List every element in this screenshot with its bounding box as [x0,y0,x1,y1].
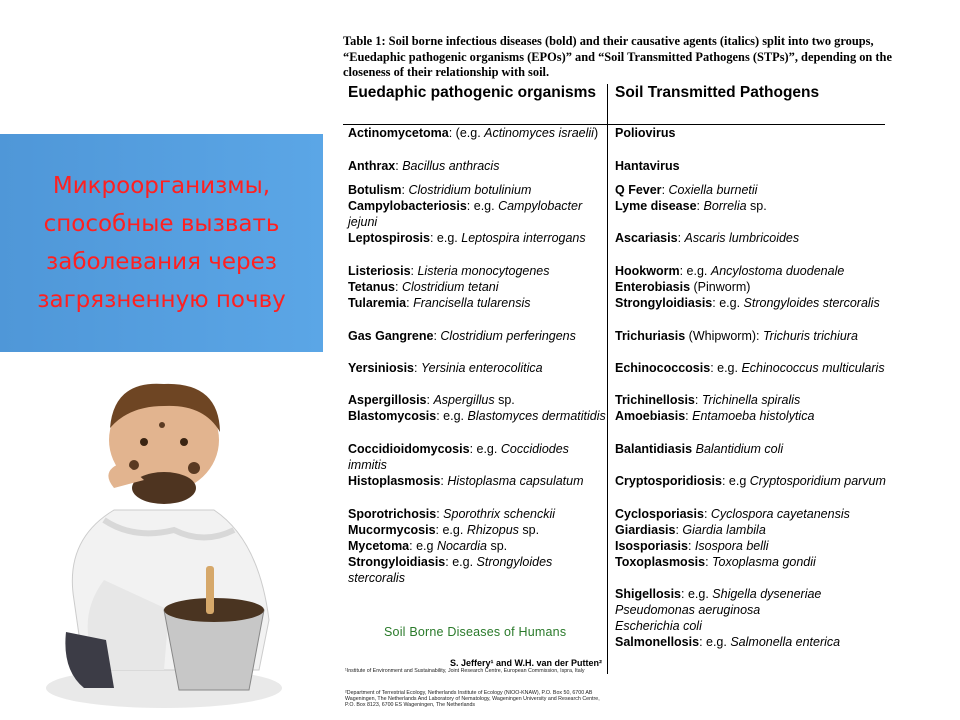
disease-name: Yersiniosis [348,361,415,375]
agent-name: Actinomyces israelii [484,126,594,140]
agent-name: Entamoeba histolytica [692,409,815,423]
separator: : [406,296,414,310]
right-row [615,125,887,141]
agent-name: Trichuris trichiura [762,329,858,343]
right-row [615,328,887,344]
separator: : e.g. [429,231,462,245]
agent-name: Cryptosporidium parvum [749,474,886,488]
disease-name: Anthrax [348,159,396,173]
agent-name: Clostridium perferingens [440,329,576,343]
column-header-soil-transmitted: Soil Transmitted Pathogens [615,84,820,101]
separator: : [395,280,402,294]
disease-name: Tularemia [348,296,407,310]
right-row [615,263,887,279]
agent-name: Giardia lambila [682,523,766,537]
disease-name: Gas Gangrene [348,329,434,343]
disease-name: Leptospirosis [348,231,430,245]
source-title: Soil Borne Diseases of Humans [384,625,567,639]
disease-name: Poliovirus [615,126,676,140]
agent-name: Leptospira interrogans [461,231,586,245]
agent-name: Listeria monocytogenes [417,264,550,278]
source-authors: S. Jeffery¹ and W.H. van der Putten² [450,658,603,668]
left-row [348,554,606,586]
separator: : e.g. [681,587,713,601]
disease-name: Salmonellosis [615,635,700,649]
left-row [348,295,606,311]
agent-name: Shigella dyseneriae [712,587,822,601]
separator: : [675,523,683,537]
disease-name: Giardiasis [615,523,676,537]
child-eating-soil-photo [44,370,304,710]
disease-name: Strongyloidiasis [615,296,713,310]
agent-name: Campylobacter jejuni [348,199,583,229]
left-row [348,198,606,230]
disease-name: Sporotrichosis [348,507,437,521]
disease-name: Shigellosis [615,587,681,601]
disease-name: Trichinellosis [615,393,695,407]
disease-name: Echinococcosis [615,361,711,375]
left-row [348,279,606,295]
separator: : [440,474,448,488]
agent-suffix: sp. [518,523,540,537]
left-row [348,182,606,198]
separator: : e.g [409,539,437,553]
left-row [348,125,606,141]
disease-name: Trichuriasis [615,329,686,343]
left-row [348,230,606,246]
left-row [348,263,606,279]
separator: : [395,159,403,173]
agent-name: Cyclospora cayetanensis [710,507,850,521]
right-row [615,198,887,214]
left-row [348,408,606,424]
disease-name: Balantidiasis [615,442,693,456]
agent-name: Isospora belli [694,539,769,553]
disease-name: Tetanus [348,280,395,294]
agent-name: Francisella tularensis [413,296,531,310]
right-row [615,408,887,424]
separator: : e.g. [712,296,744,310]
disease-name: Enterobiasis [615,280,691,294]
disease-name: Amoebiasis [615,409,686,423]
disease-name: Actinomycetoma [348,126,449,140]
agent-suffix: ) [593,126,599,140]
separator: : [436,507,444,521]
disease-name: Blastomycosis [348,409,437,423]
column-header-euedaphic: Euedaphic pathogenic organisms [348,84,597,101]
separator: : [685,409,693,423]
separator: : e.g. [679,264,711,278]
right-row [615,360,887,376]
left-row [348,441,606,473]
left-row [348,328,606,344]
separator: : [696,199,704,213]
agent-name: Sporothrix schenckii [443,507,556,521]
left-row [348,522,606,538]
agent-name: Pseudomonas aeruginosa [615,603,761,617]
column-divider [607,84,608,674]
agent-name: Trichinella spiralis [701,393,801,407]
separator: : e.g. [445,555,477,569]
agent-name: Ancylostoma duodenale [710,264,845,278]
right-row [615,392,887,408]
agent-name: Balantidium coli [695,442,784,456]
slide-heading: Микроорганизмы, способные вызвать заболевания через загрязненную почву [37,173,286,313]
disease-name: Hookworm [615,264,680,278]
separator: : [694,393,702,407]
agent-name: Histoplasma capsulatum [447,474,584,488]
right-row [615,618,887,634]
source-affiliation-2: ²Department of Terrestrial Ecology, Netherlands Institute of Ecology (NIOO-KNAW), P.O. Box 50, 6700 AB Wageningen, The Netherlands And Laboratory of Nematology, Wageningen University and Research Centre, P.O. Box 8123, 6700 ES Wageningen, The Netherlands [345,690,600,709]
agent-name: Coxiella burnetii [668,183,758,197]
agent-name: Rhizopus [466,523,519,537]
agent-name: Escherichia coli [615,619,702,633]
source-affiliation-1: ¹Institute of Environment and Sustainability, Joint Research Centre, European Commission, Ispra, Italy [345,668,585,674]
right-row [615,602,887,618]
right-row [615,158,887,174]
agent-name: Yersinia enterocolitica [420,361,543,375]
separator: : [426,393,434,407]
separator: : [410,264,418,278]
separator: : [677,231,685,245]
disease-name: Hantavirus [615,159,680,173]
agent-name: Ascaris lumbricoides [684,231,800,245]
left-row [348,392,606,408]
disease-name: Aspergillosis [348,393,427,407]
separator: : [661,183,669,197]
separator: : e.g. [469,442,501,456]
right-row [615,634,887,650]
title-panel [0,134,323,352]
agent-suffix: sp. [486,539,508,553]
right-row [615,506,887,522]
separator: : e.g. [699,635,731,649]
disease-name: Lyme disease [615,199,697,213]
agent-name: Borrelia [703,199,747,213]
separator: : [401,183,409,197]
agent-suffix: sp. [494,393,515,407]
agent-name: Bacillus anthracis [402,159,500,173]
separator: : e.g. [436,409,468,423]
disease-name: Ascariasis [615,231,678,245]
separator: : [433,329,441,343]
disease-name: Cryptosporidiosis [615,474,722,488]
separator: : (e.g. [448,126,485,140]
agent-name: Clostridium botulinium [408,183,532,197]
right-row [615,295,887,311]
right-row [615,230,887,246]
left-row [348,360,606,376]
disease-name: Coccidioidomycosis [348,442,470,456]
left-row [348,538,606,554]
disease-name: Mucormycosis [348,523,436,537]
right-row [615,279,887,295]
agent-name: Coccidiodes immitis [348,442,569,472]
agent-name: Blastomyces dermatitidis [467,409,606,423]
table-caption: Table 1: Soil borne infectious diseases (bold) and their causative agents (italics) split into two groups, “Euedaphic pathogenic organisms (EPOs)” and “Soil Transmitted Pathogens (STPs)”, depending on the closeness of their relationship with soil. [343,34,892,79]
agent-name: Salmonella enterica [730,635,841,649]
agent-name: Toxoplasma gondii [712,555,816,569]
disease-name: Q Fever [615,183,662,197]
right-row [615,586,887,602]
disease-name: Mycetoma [348,539,410,553]
separator: : [703,507,711,521]
agent-name: Echinococcus multicularis [741,361,885,375]
disease-name: Campylobacteriosis [348,199,467,213]
agent-name: Aspergillus [433,393,495,407]
agent-suffix: sp. [746,199,767,213]
right-row [615,538,887,554]
right-row [615,554,887,570]
agent-name: Clostridium tetani [401,280,499,294]
separator: : e.g. [466,199,499,213]
separator: : [705,555,713,569]
left-row [348,506,606,522]
separator: (Whipworm): [685,329,763,343]
agent-name: Strongyloides stercoralis [348,555,553,585]
separator: : e.g [721,474,750,488]
separator: : [414,361,421,375]
agent-name: Strongyloides stercoralis [743,296,880,310]
right-row [615,473,887,489]
agent-name: Nocardia [436,539,487,553]
disease-table [343,84,888,674]
disease-name: Toxoplasmosis [615,555,706,569]
right-row [615,182,887,198]
disease-name: Cyclosporiasis [615,507,704,521]
disease-name: Histoplasmosis [348,474,441,488]
separator: : [687,539,695,553]
separator: : e.g. [710,361,742,375]
disease-name: Listeriosis [348,264,411,278]
right-row [615,522,887,538]
disease-name: Botulism [348,183,402,197]
left-row [348,158,606,174]
disease-name: Isosporiasis [615,539,688,553]
disease-name: Strongyloidiasis [348,555,446,569]
left-row [348,473,606,489]
separator: (Pinworm) [690,280,751,294]
separator: : e.g. [435,523,467,537]
right-row [615,441,887,457]
